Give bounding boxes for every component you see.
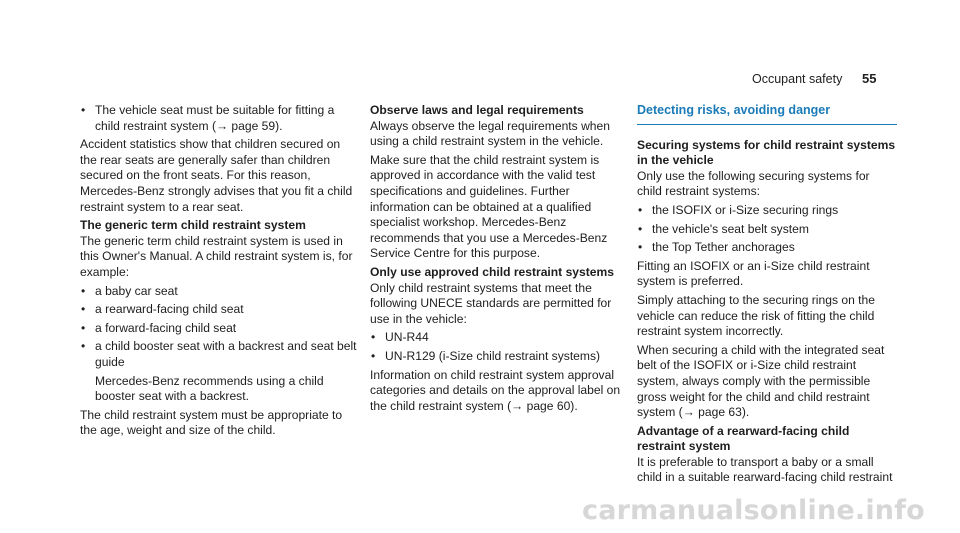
paragraph: Only child restraint systems that meet the following UNECE standards are permitted for use in the vehicle: (370, 280, 612, 326)
list-item: • the vehicle's seat belt system (638, 221, 809, 236)
bullet-icon: • (371, 330, 376, 345)
column-right (637, 103, 897, 489)
list-item: • a baby car seat (81, 283, 178, 298)
subheading: Only use approved child restraint systems (370, 264, 614, 279)
section-title: Detecting risks, avoiding danger (637, 103, 897, 125)
paragraph: Always observe the legal requirements when using a child restraint system in the vehicle. (370, 118, 610, 149)
paragraph: Accident statistics show that children secured on the rear seats are generally safer than children secured on the front seats. For this reason, Mercedes-Benz strongly advises that you fit a child restraint system to a rear seat. (80, 137, 353, 214)
indented-note: Mercedes-Benz recommends using a child booster seat with a backrest. (95, 373, 324, 404)
subheading: Securing systems for child restraint systems in the vehicle (637, 137, 896, 168)
subheading: Advantage of a rearward-facing child restraint system (637, 423, 850, 454)
paragraph: Information on child restraint system approval categories and details on the approval label on the child restraint system (→ page 60). (370, 367, 621, 413)
bullet-icon: • (81, 103, 86, 117)
running-header: Occupant safety (752, 72, 843, 86)
watermark-text: carmanualsonline.info (582, 495, 925, 526)
list-item: • the ISOFIX or i-Size securing rings (638, 202, 839, 217)
paragraph: The child restraint system must be appropriate to the age, weight and size of the child. (80, 407, 343, 438)
list-item: • UN-R44 (371, 330, 429, 345)
bullet-icon: • (371, 348, 376, 363)
column-left (80, 103, 358, 442)
subheading: The generic term child restraint system (80, 218, 306, 233)
paragraph: Fitting an ISOFIX or an i-Size child restraint system is preferred. (637, 258, 870, 289)
bullet-icon: • (81, 339, 86, 354)
bullet-list (80, 103, 358, 134)
list-item: • a forward-facing child seat (81, 320, 237, 335)
paragraph: Simply attaching to the securing rings on the vehicle can reduce the risk of fitting the child restraint system incorrectly. (637, 292, 875, 339)
bullet-icon: • (638, 202, 643, 217)
page-number: 55 (862, 71, 877, 86)
paragraph: Only use the following securing systems for child restraint systems: (637, 168, 870, 199)
paragraph: The generic term child restraint system is used in this Owner's Manual. A child restraint system is, for example: (80, 233, 353, 279)
list-item: • The vehicle seat must be suitable for fitting a child restraint system (→ page 59). (81, 103, 335, 133)
bullet-icon: • (81, 320, 86, 335)
paragraph: When securing a child with the integrated seat belt of the ISOFIX or i-Size child restraint system, always comply with the permissible gross weight for the child and child restraint system (→ page 63). (637, 342, 885, 420)
paragraph: It is preferable to transport a baby or a small child in a suitable rearward-facing child restraint (637, 454, 893, 485)
bullet-icon: • (638, 221, 643, 236)
list-item: • UN-R129 (i-Size child restraint systems) (371, 348, 601, 363)
list-item: • a child booster seat with a backrest and seat belt guide (81, 339, 357, 369)
bullet-icon: • (81, 283, 86, 298)
bullet-list (637, 203, 897, 256)
list-item: • a rearward-facing child seat (81, 302, 244, 317)
column-middle (370, 103, 630, 417)
bullet-list (370, 330, 630, 364)
paragraph: Make sure that the child restraint system is approved in accordance with the valid test specifications and guidelines. Further information can be obtained at a qualified specialist workshop. Mercedes-Benz recommends that you use a Mercedes-Benz Service Centre for this purpose. (370, 152, 608, 261)
bullet-list (80, 284, 358, 371)
bullet-icon: • (81, 302, 86, 317)
subheading: Observe laws and legal requirements (370, 103, 584, 117)
bullet-icon: • (638, 240, 643, 255)
list-item: • the Top Tether anchorages (638, 240, 795, 255)
